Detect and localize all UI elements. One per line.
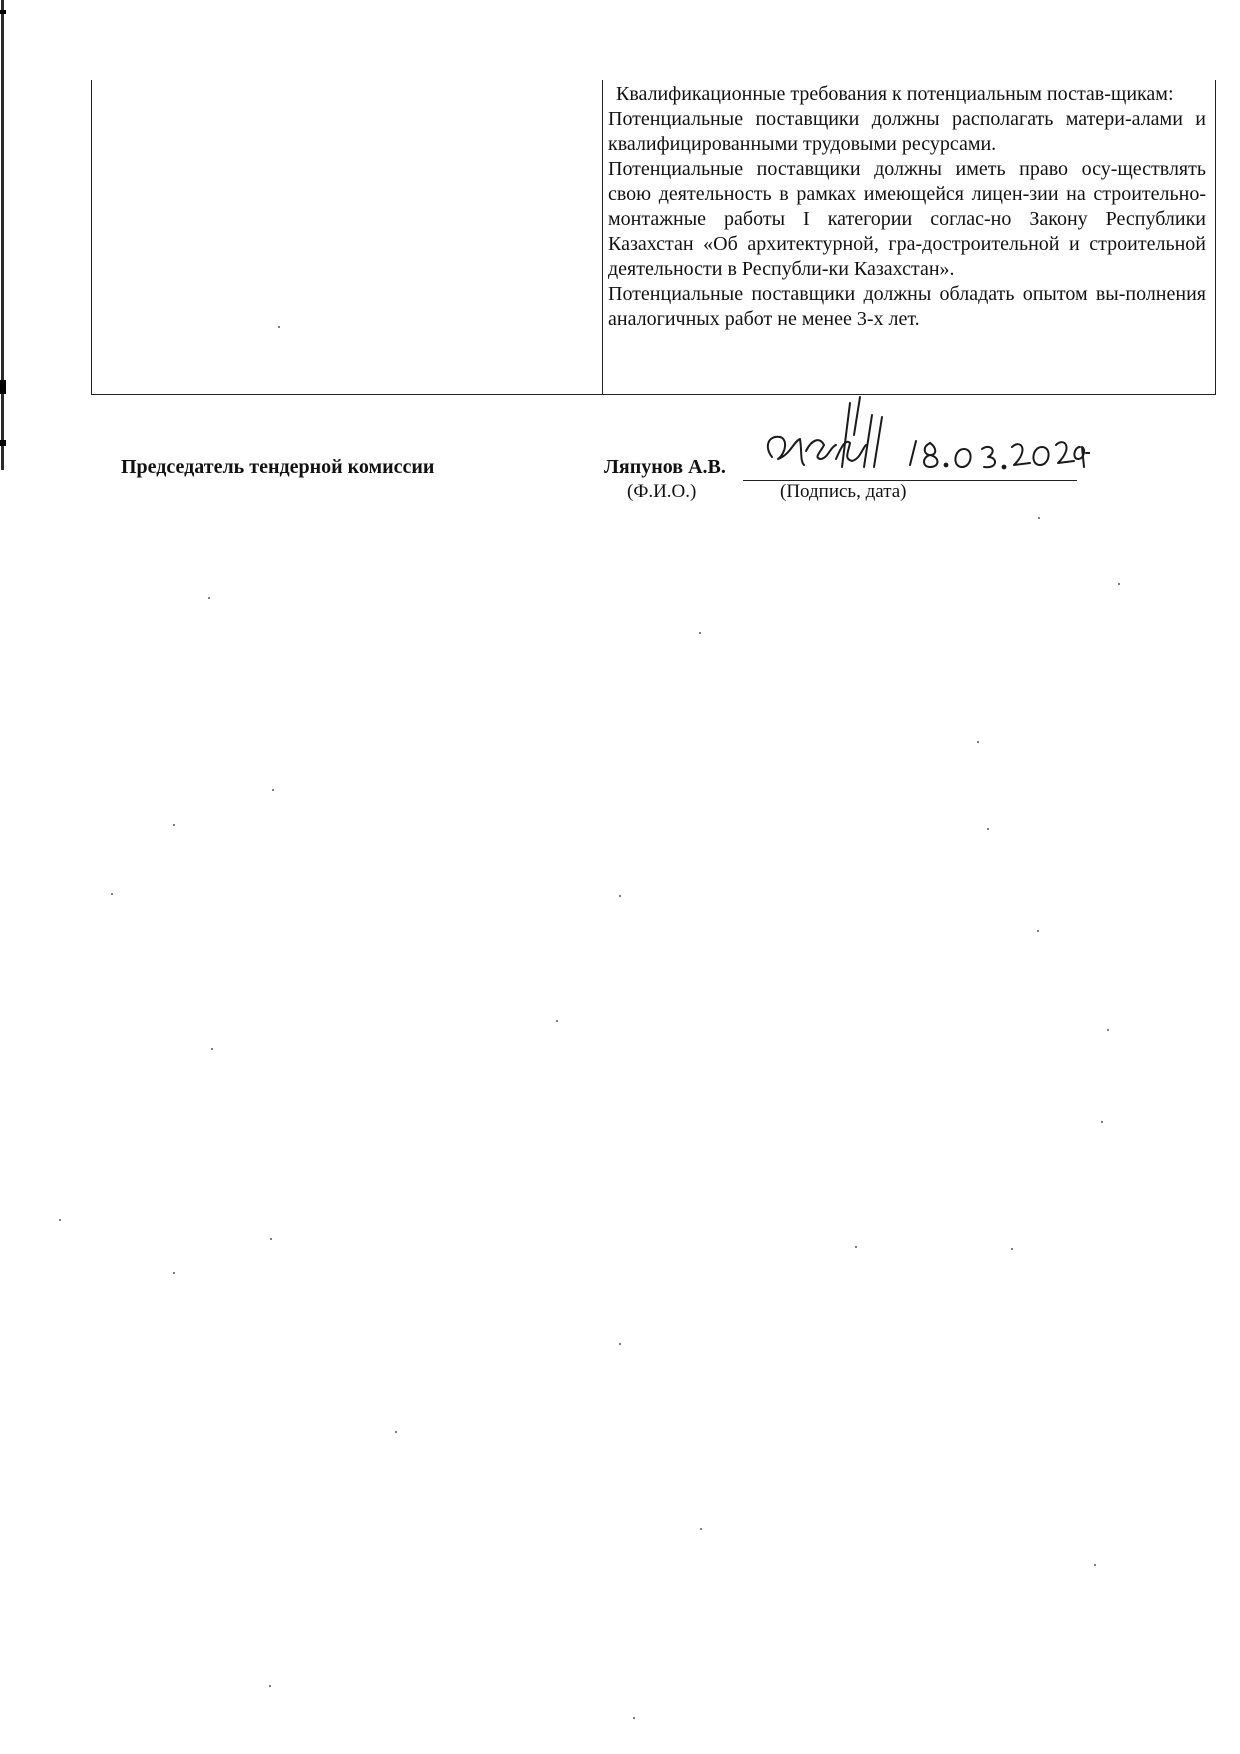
requirement-license: Потенциальные поставщики должны иметь право осу-ществлять свою деятельность в рамках имеющейся лицен-зии на строительно-монтажные работы I категории соглас-но Закону Республики Казахстан «Об архитектурной, гра-достроительной и строительной деятельности в Республи-ки Казахстан». [608, 158, 1206, 280]
fio-caption: (Ф.И.О.) [627, 481, 697, 502]
signatory-role: Председатель тендерной комиссии [121, 456, 435, 478]
table-left-cell-empty [92, 80, 602, 394]
requirement-experience: Потенциальные поставщики должны обладать опытом вы-полнения аналогичных работ не менее 3-х лет. [608, 283, 1206, 330]
table-column-divider [602, 80, 603, 394]
handwritten-signature-and-date [750, 395, 1090, 495]
requirements-table [91, 80, 1216, 395]
scan-edge-artifact [0, 0, 6, 470]
signatory-name: Ляпунов А.В. [604, 456, 726, 478]
qualification-requirements-heading: Квалификационные требования к потенциальным постав-щикам: [616, 83, 1174, 105]
table-right-cell [608, 82, 1206, 332]
requirement-materials: Потенциальные поставщики должны располагать матери-алами и квалифицированными трудовыми ресурсами. [608, 108, 1206, 155]
signature-date-caption: (Подпись, дата) [780, 481, 907, 502]
